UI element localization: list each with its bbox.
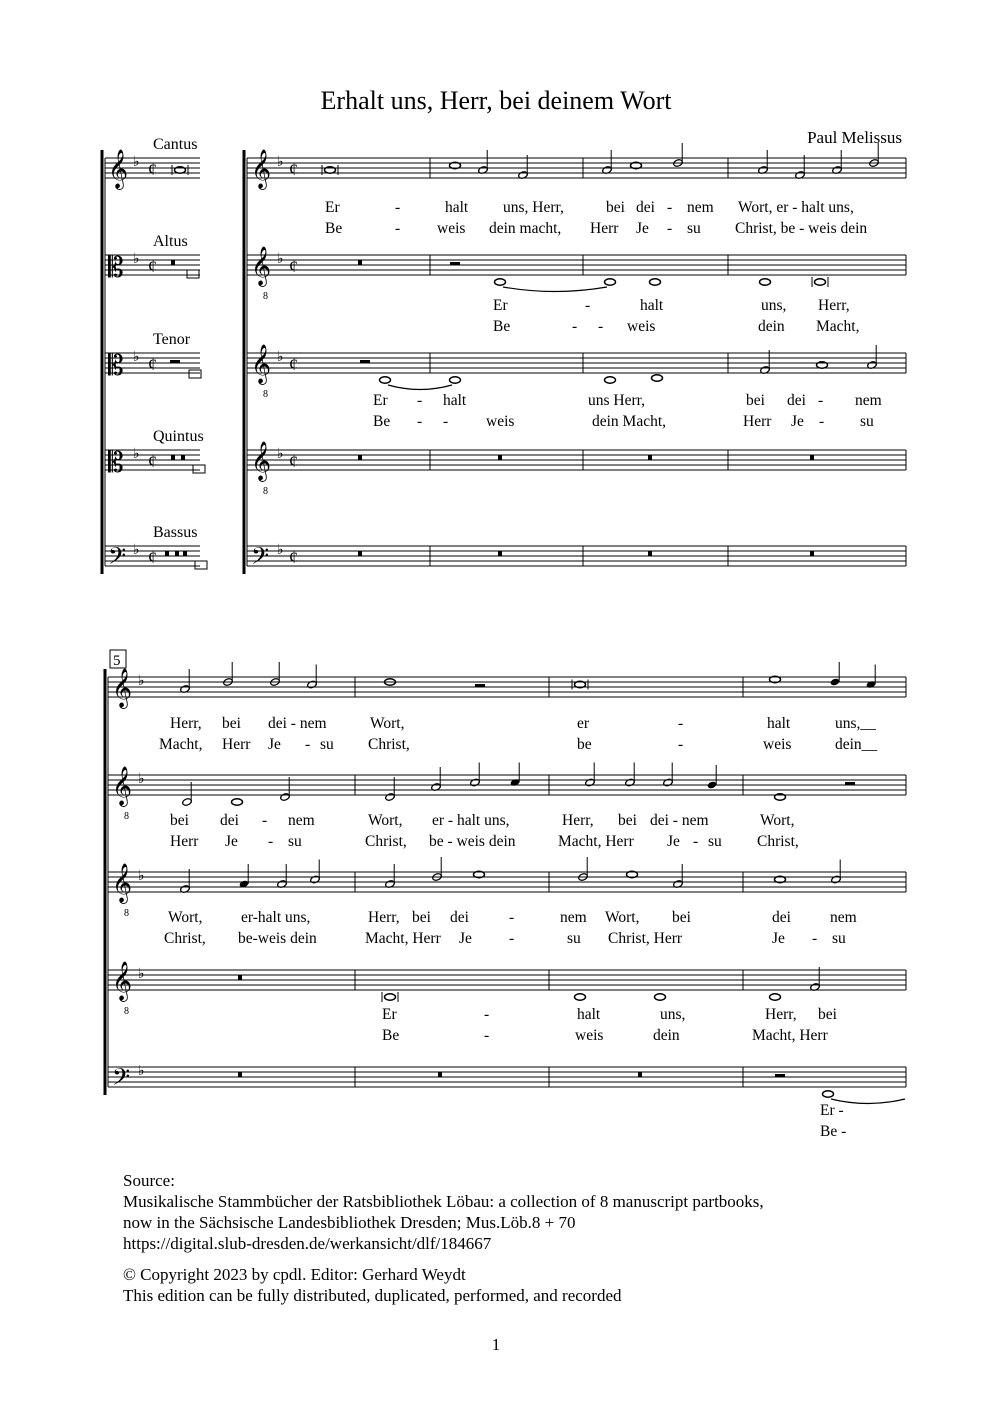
- lyric-syllable: Herr,: [765, 1006, 797, 1023]
- whole-rest: [438, 1072, 442, 1077]
- lyric-syllable: Macht, Herr: [558, 833, 634, 850]
- flat-icon: ♭: [277, 252, 284, 267]
- half-note: [585, 778, 596, 787]
- whole-rest: [238, 1072, 242, 1077]
- lyric-syllable: Herr,: [368, 909, 400, 926]
- lyric-syllable: weis: [437, 220, 466, 237]
- lyric-syllable: dei: [636, 199, 655, 216]
- lyric-syllable: -: [443, 413, 449, 430]
- flat-icon: ♭: [133, 350, 140, 365]
- octave-mark: 8: [263, 486, 268, 497]
- whole-rest: [810, 551, 814, 556]
- flat-icon: ♭: [277, 155, 284, 170]
- cut-time-icon: ¢: [148, 451, 157, 471]
- clef-icon: 𝄡: [108, 253, 124, 284]
- cut-time-icon: ¢: [289, 547, 298, 567]
- cut-time-icon: ¢: [148, 159, 157, 179]
- staff-tenor: [247, 345, 906, 400]
- quarter-note: [510, 778, 521, 787]
- lyric-syllable: Er -: [820, 1102, 844, 1119]
- incipit-staff: [105, 350, 201, 382]
- whole-note: [815, 279, 826, 285]
- breve-note: [195, 561, 207, 569]
- lyric-syllable: Christ,: [365, 833, 407, 850]
- lyric-syllable: dei - nem: [268, 715, 327, 732]
- whole-note: [232, 799, 243, 805]
- lyric-syllable: bei: [618, 812, 637, 829]
- flat-icon: ♭: [138, 1064, 145, 1079]
- page-title: Erhalt uns, Herr, bei deinem Wort: [320, 86, 672, 115]
- lyric-syllable: nem: [288, 812, 315, 829]
- lyric-syllable: Wort,: [168, 909, 203, 926]
- whole-note: [770, 994, 781, 1000]
- lyric-syllable: uns,: [660, 1006, 686, 1023]
- lyric-syllable: be: [577, 736, 592, 753]
- lyric-syllable: dei: [772, 909, 791, 926]
- lyric-syllable: Herr,: [818, 297, 850, 314]
- flat-icon: ♭: [138, 674, 145, 689]
- lyric-syllable: dein: [758, 318, 785, 335]
- tie: [503, 287, 607, 292]
- quarter-note: [866, 680, 877, 689]
- flat-icon: ♭: [138, 772, 145, 787]
- lyric-syllable: su: [832, 930, 846, 947]
- half-note: [663, 778, 674, 787]
- treble-clef-icon: 𝄞: [251, 346, 272, 383]
- half-rest: [775, 1074, 785, 1077]
- lyric-syllable: su: [288, 833, 302, 850]
- lyric-syllable: uns,__: [835, 715, 876, 732]
- voice-name: Cantus: [153, 136, 198, 153]
- whole-rest: [498, 551, 502, 556]
- lyric-syllable: -: [417, 413, 423, 430]
- flat-icon: ♭: [277, 350, 284, 365]
- half-rest: [360, 360, 370, 363]
- lyric-syllable: Je: [268, 736, 281, 753]
- whole-rest: [358, 551, 362, 556]
- lyric-syllable: Er: [325, 199, 340, 216]
- breve-note: [193, 465, 205, 473]
- octave-mark: 8: [263, 389, 268, 400]
- whole-note: [605, 279, 616, 285]
- cut-time-icon: ¢: [289, 159, 298, 179]
- lyric-syllable: Je: [225, 833, 238, 850]
- lyric-syllable: dein__: [835, 736, 878, 753]
- clef-icon: 𝄡: [108, 448, 124, 479]
- lyric-syllable: Christ,: [368, 736, 410, 753]
- copyright: © Copyright 2023 by cpdl. Editor: Gerhard Weydt: [123, 1265, 466, 1284]
- lyric-syllable: -: [268, 833, 274, 850]
- lyric-syllable: -: [812, 930, 818, 947]
- half-note: [385, 793, 396, 802]
- staff-altus: [247, 247, 906, 302]
- lyric-syllable: su: [860, 413, 874, 430]
- lyric-syllable: -: [262, 812, 268, 829]
- half-note: [310, 875, 321, 884]
- clef-icon: 𝄡: [108, 351, 124, 382]
- whole-note: [605, 377, 616, 383]
- lyric-syllable: nem: [560, 909, 587, 926]
- whole-rest: [183, 551, 187, 556]
- lyric-syllable: Er: [382, 1006, 397, 1023]
- lyric-syllable: nem: [855, 392, 882, 409]
- lyric-syllable: halt: [443, 392, 467, 409]
- breve-note: [189, 370, 201, 378]
- lyric-syllable: dei: [450, 909, 469, 926]
- staff-bassus: [247, 543, 906, 575]
- lyric-syllable: er - halt uns,: [432, 812, 510, 829]
- lyric-syllable: -: [693, 833, 699, 850]
- flat-icon: ♭: [277, 543, 284, 558]
- treble-clef-icon: 𝄞: [112, 768, 133, 805]
- lyric-syllable: Macht,: [159, 736, 203, 753]
- page-number: 1: [491, 1335, 501, 1354]
- incipit-staff: [105, 150, 200, 190]
- whole-rest: [638, 1072, 642, 1077]
- whole-rest: [358, 260, 362, 265]
- whole-rest: [498, 455, 502, 460]
- voice-name: Quintus: [153, 428, 204, 445]
- treble-clef-icon: 𝄞: [251, 443, 272, 480]
- lyric-syllable: -: [585, 297, 591, 314]
- lyric-syllable: Wort,: [605, 909, 640, 926]
- whole-note: [823, 1091, 834, 1097]
- lyric-syllable: Wort, er - halt uns,: [738, 199, 854, 216]
- lyric-syllable: weis: [763, 736, 792, 753]
- lyric-syllable: bei: [222, 715, 241, 732]
- half-note: [625, 778, 636, 787]
- staff-system2-cantus: [108, 669, 906, 709]
- lyric-syllable: bei: [672, 909, 691, 926]
- lyric-syllable: dein Macht,: [592, 413, 667, 430]
- lyric-syllable: -: [484, 1027, 490, 1044]
- lyric-syllable: halt: [445, 199, 469, 216]
- source-label: Source:: [123, 1171, 175, 1190]
- whole-note: [652, 375, 663, 381]
- whole-rest: [810, 455, 814, 460]
- lyric-syllable: dei - nem: [650, 812, 709, 829]
- source-url[interactable]: https://digital.slub-dresden.de/werkansicht/dlf/184667: [123, 1234, 492, 1253]
- cut-time-icon: ¢: [289, 451, 298, 471]
- lyric-syllable: Herr: [590, 220, 619, 237]
- treble-clef-icon: 𝄞: [251, 248, 272, 285]
- half-rest: [475, 684, 485, 687]
- cut-time-icon: ¢: [148, 354, 157, 374]
- cut-time-icon: ¢: [289, 354, 298, 374]
- footer: [123, 1170, 764, 1306]
- whole-rest: [238, 975, 242, 980]
- lyric-syllable: Je: [772, 930, 785, 947]
- lyric-syllable: -: [417, 392, 423, 409]
- lyric-syllable: su: [708, 833, 722, 850]
- flat-icon: ♭: [133, 543, 140, 558]
- lyric-syllable: Herr: [170, 833, 199, 850]
- flat-icon: ♭: [133, 155, 140, 170]
- composer-name: Paul Melissus: [807, 128, 902, 147]
- whole-note: [450, 377, 461, 383]
- whole-note: [650, 279, 661, 285]
- lyric-syllable: Je: [459, 930, 472, 947]
- half-note: [470, 778, 481, 787]
- lyric-syllable: Er: [373, 392, 388, 409]
- lyric-syllable: dei: [787, 392, 806, 409]
- treble-clef-icon: 𝄞: [112, 670, 133, 707]
- whole-rest: [175, 551, 179, 556]
- lyric-syllable: -: [667, 199, 673, 216]
- bass-clef-icon: 𝄢: [112, 1065, 131, 1096]
- lyric-syllable: Herr,: [170, 715, 202, 732]
- lyric-syllable: -: [819, 413, 825, 430]
- lyric-syllable: Wort,: [370, 715, 405, 732]
- tie: [388, 385, 452, 390]
- measure-number: 5: [113, 653, 121, 669]
- lyric-syllable: Christ,: [757, 833, 799, 850]
- half-rest: [170, 360, 180, 363]
- half-note: [831, 875, 842, 884]
- lyric-syllable: -: [395, 199, 401, 216]
- whole-rest: [181, 455, 185, 460]
- flat-icon: ♭: [277, 447, 284, 462]
- lyric-syllable: halt: [767, 715, 791, 732]
- clef-icon: 𝄢: [108, 544, 127, 575]
- lyric-syllable: Be: [382, 1027, 400, 1044]
- lyric-syllable: Macht, Herr: [752, 1027, 828, 1044]
- half-note: [307, 680, 318, 689]
- cut-time-icon: ¢: [148, 256, 157, 276]
- lyric-syllable: -: [509, 930, 515, 947]
- voice-name: Bassus: [153, 524, 198, 541]
- lyric-syllable: Herr: [222, 736, 251, 753]
- clef-icon: 𝄞: [108, 151, 129, 188]
- whole-note: [385, 994, 396, 1000]
- breve-note: [187, 270, 199, 278]
- license-text: This edition can be fully distributed, duplicated, performed, and recorded: [123, 1286, 622, 1305]
- octave-mark: 8: [124, 908, 129, 919]
- whole-note: [760, 279, 771, 285]
- lyric-syllable: halt: [577, 1006, 601, 1023]
- whole-rest: [171, 260, 175, 265]
- source-line: now in the Sächsische Landesbibliothek Dresden; Mus.Löb.8 + 70: [123, 1213, 576, 1232]
- half-note: [182, 798, 193, 807]
- whole-rest: [165, 551, 169, 556]
- lyric-syllable: nem: [687, 199, 714, 216]
- lyric-syllable: dein: [653, 1027, 680, 1044]
- lyric-syllable: Wort,: [368, 812, 403, 829]
- whole-note: [380, 377, 391, 383]
- whole-note: [495, 279, 506, 285]
- flat-icon: ♭: [138, 967, 145, 982]
- whole-rest: [648, 551, 652, 556]
- lyric-syllable: bei: [746, 392, 765, 409]
- lyric-syllable: -: [572, 318, 578, 335]
- cut-time-icon: ¢: [289, 256, 298, 276]
- lyric-syllable: uns,: [761, 297, 787, 314]
- lyric-syllable: bei: [170, 812, 189, 829]
- incipit-staff: [105, 543, 207, 575]
- treble-clef-icon: 𝄞: [112, 865, 133, 902]
- lyric-syllable: Je: [636, 220, 649, 237]
- half-rest: [845, 782, 855, 785]
- source-line: Musikalische Stammbücher der Ratsbibliothek Löbau: a collection of 8 manuscript partbooks,: [123, 1192, 764, 1211]
- staff-cantus: [247, 150, 906, 190]
- lyric-syllable: Wort,: [760, 812, 795, 829]
- lyric-syllable: Christ, be - weis dein: [735, 220, 868, 237]
- lyric-syllable: -: [305, 736, 311, 753]
- lyric-syllable: -: [667, 220, 673, 237]
- lyric-syllable: -: [678, 736, 684, 753]
- lyric-syllable: Be: [325, 220, 343, 237]
- bass-clef-icon: 𝄢: [251, 544, 270, 575]
- whole-rest: [171, 455, 175, 460]
- whole-rest: [648, 455, 652, 460]
- lyric-syllable: -: [484, 1006, 490, 1023]
- octave-mark: 8: [124, 811, 129, 822]
- lyric-syllable: er: [577, 715, 590, 732]
- voice-name: Tenor: [153, 331, 191, 348]
- octave-mark: 8: [124, 1006, 129, 1017]
- whole-note: [655, 994, 666, 1000]
- flat-icon: ♭: [133, 447, 140, 462]
- lyric-syllable: Je: [667, 833, 680, 850]
- quarter-note: [707, 781, 718, 790]
- lyric-syllable: su: [320, 736, 334, 753]
- lyric-syllable: Christ,: [164, 930, 206, 947]
- lyric-syllable: Christ, Herr: [608, 930, 683, 947]
- treble-clef-icon: 𝄞: [112, 963, 133, 1000]
- incipit-staff: [105, 252, 200, 284]
- lyric-syllable: -: [678, 715, 684, 732]
- lyric-syllable: weis: [627, 318, 656, 335]
- lyric-syllable: Be: [493, 318, 511, 335]
- half-rest: [450, 262, 460, 265]
- lyric-syllable: halt: [640, 297, 664, 314]
- lyric-syllable: uns Herr,: [588, 392, 646, 409]
- lyric-syllable: su: [567, 930, 581, 947]
- lyric-syllable: er-halt uns,: [241, 909, 311, 926]
- lyric-syllable: be-weis dein: [238, 930, 317, 947]
- lyric-syllable: su: [687, 220, 701, 237]
- quarter-note: [830, 678, 841, 687]
- flat-icon: ♭: [138, 869, 145, 884]
- incipit-staff: [105, 447, 205, 479]
- lyric-syllable: Macht, Herr: [365, 930, 441, 947]
- whole-note: [575, 994, 586, 1000]
- cut-time-icon: ¢: [148, 547, 157, 567]
- octave-mark: 8: [263, 291, 268, 302]
- lyric-syllable: Be -: [820, 1123, 847, 1140]
- lyric-syllable: weis: [486, 413, 515, 430]
- staff-system2-bassus: [108, 1064, 906, 1096]
- lyric-syllable: weis: [575, 1027, 604, 1044]
- treble-clef-icon: 𝄞: [251, 151, 272, 188]
- lyric-syllable: -: [818, 392, 824, 409]
- staff-quintus: [247, 442, 906, 497]
- lyric-syllable: dein macht,: [489, 220, 562, 237]
- lyric-syllable: bei: [818, 1006, 837, 1023]
- lyric-syllable: Be: [373, 413, 391, 430]
- voice-name: Altus: [153, 233, 188, 250]
- lyric-syllable: dei: [220, 812, 239, 829]
- lyric-syllable: Je: [791, 413, 804, 430]
- half-note: [280, 793, 291, 802]
- lyric-syllable: nem: [830, 909, 857, 926]
- whole-rest: [358, 455, 362, 460]
- lyric-syllable: -: [598, 318, 604, 335]
- lyric-syllable: Macht,: [816, 318, 860, 335]
- lyric-syllable: bei: [606, 199, 625, 216]
- lyric-syllable: -: [395, 220, 401, 237]
- lyric-syllable: Er: [493, 297, 508, 314]
- lyric-syllable: -: [509, 909, 515, 926]
- lyric-syllable: bei: [412, 909, 431, 926]
- flat-icon: ♭: [133, 252, 140, 267]
- lyric-syllable: Herr,: [562, 812, 594, 829]
- lyric-syllable: Herr: [743, 413, 772, 430]
- lyric-syllable: uns, Herr,: [503, 199, 564, 216]
- lyric-syllable: be - weis dein: [429, 833, 516, 850]
